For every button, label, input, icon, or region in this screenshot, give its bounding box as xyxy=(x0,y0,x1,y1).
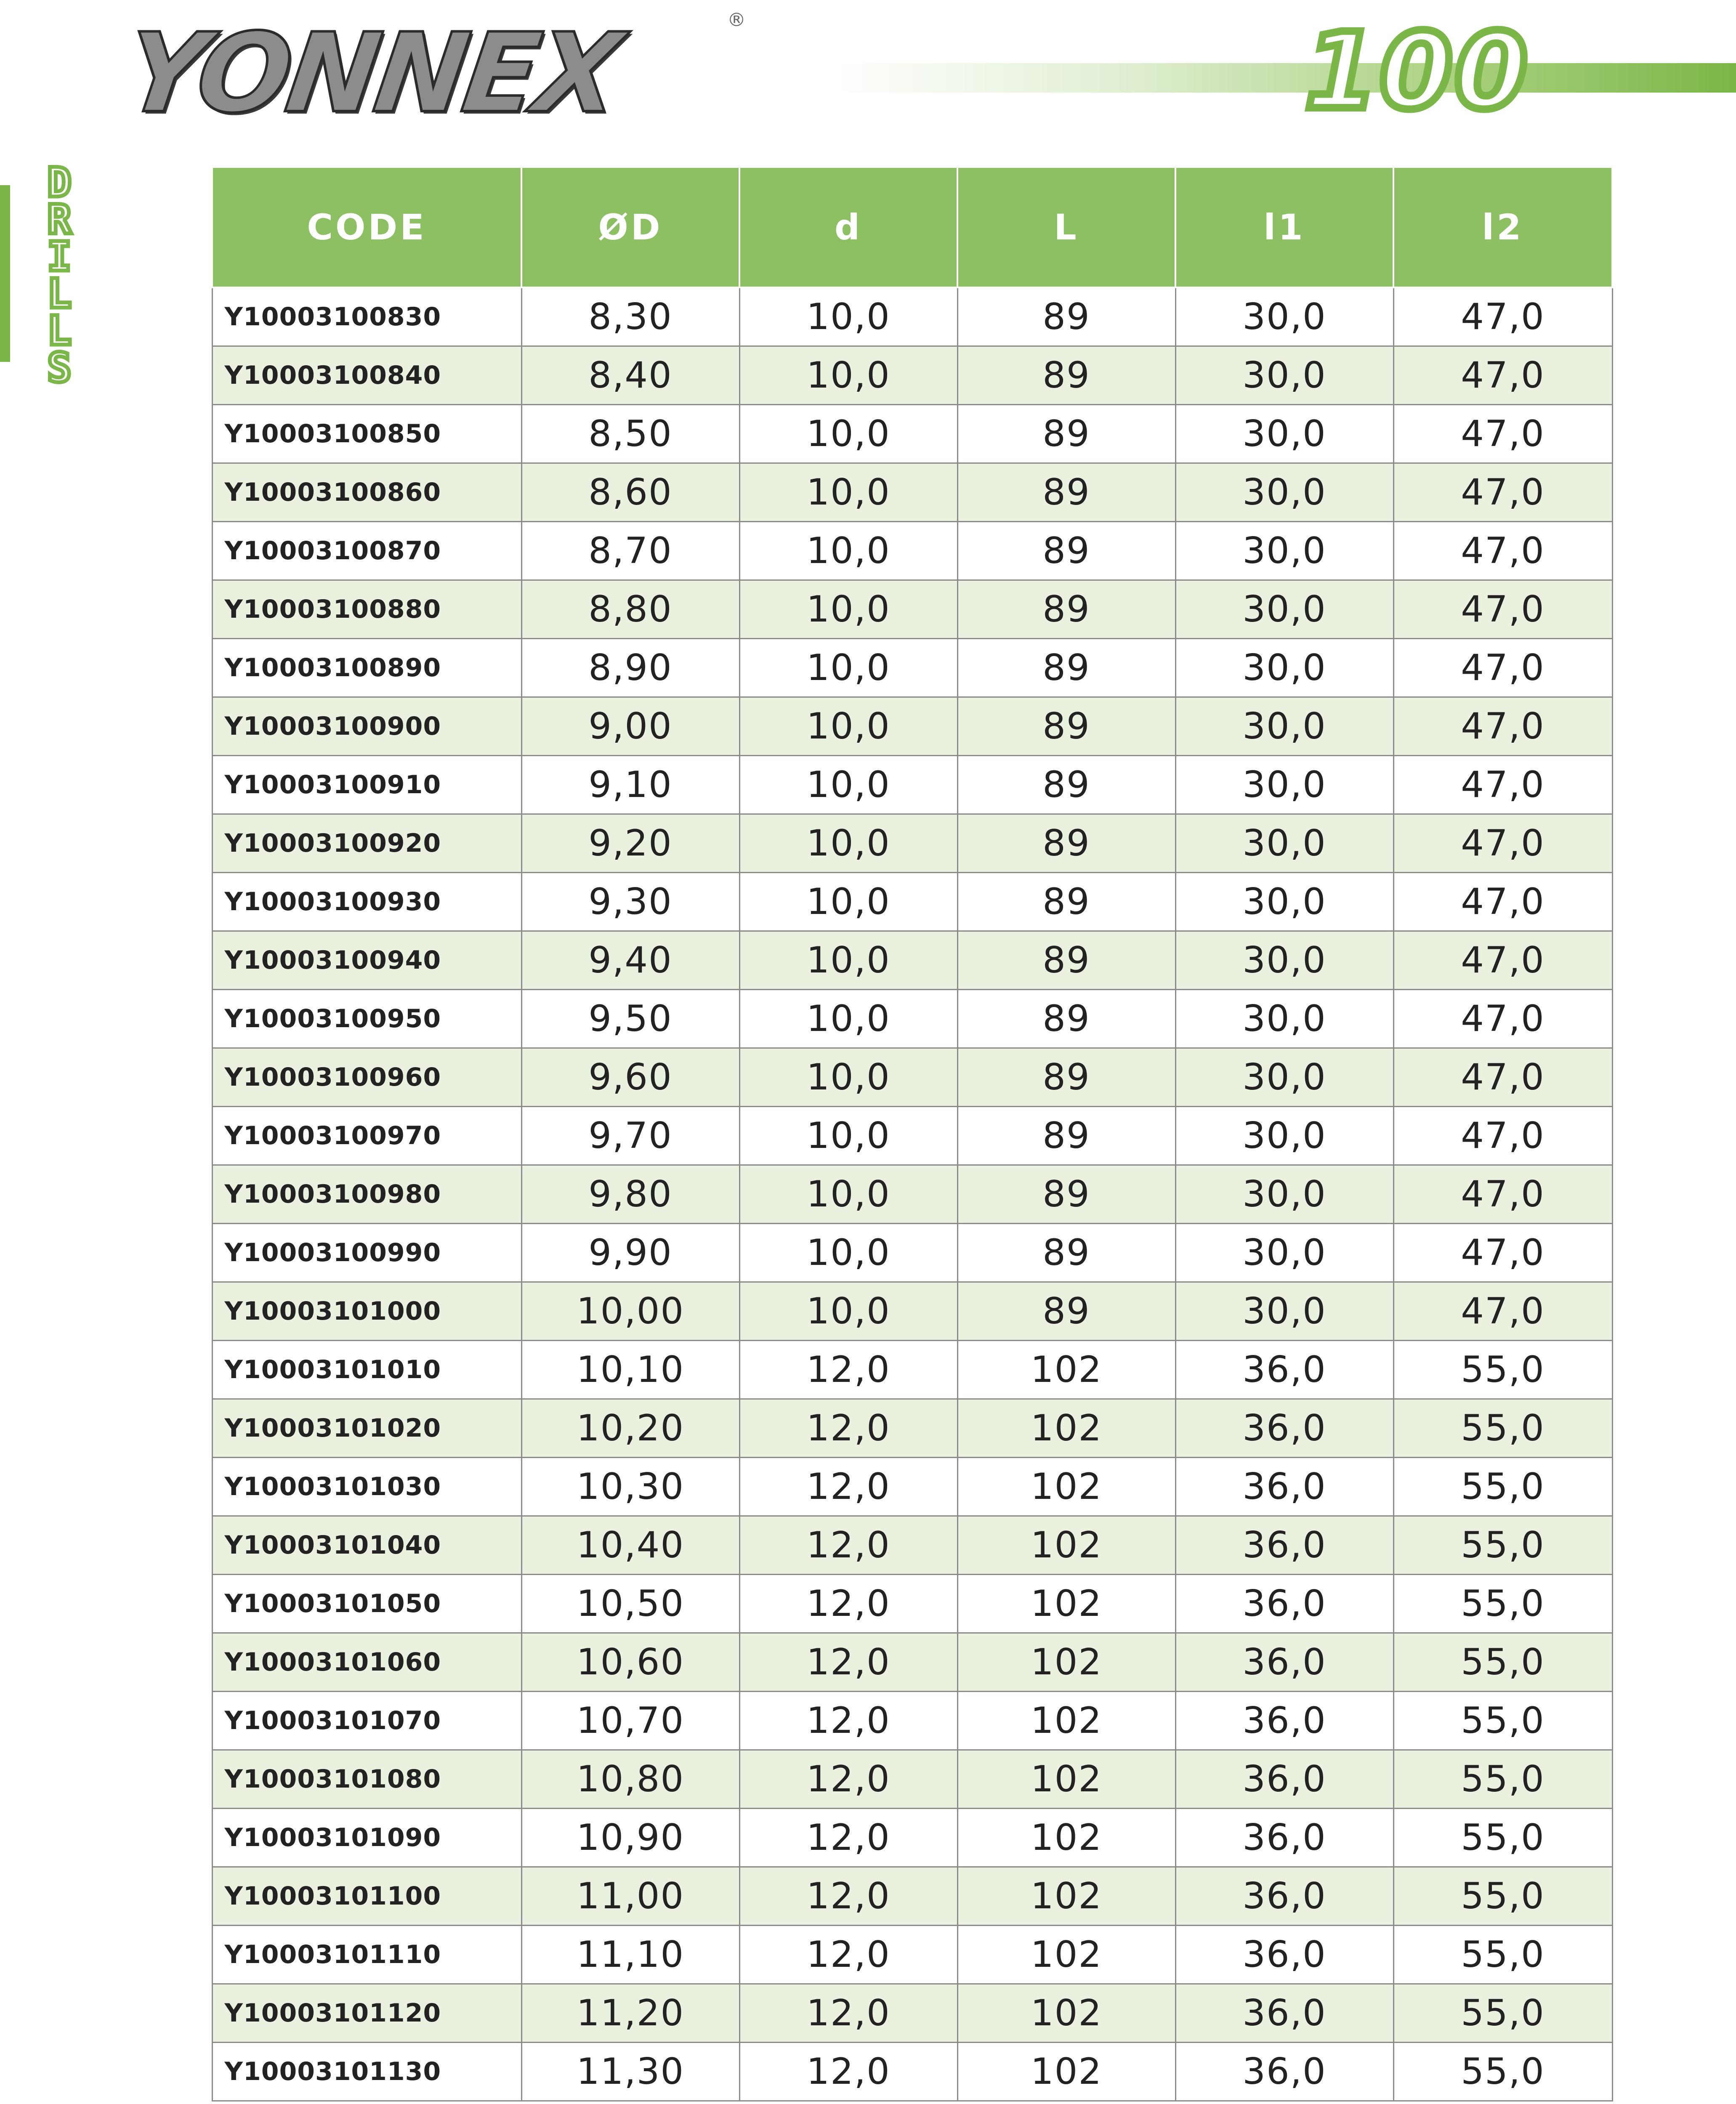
header-code: CODE xyxy=(212,167,521,287)
side-tab-letter: R xyxy=(47,196,72,243)
cell-diameter: 11,00 xyxy=(521,1867,739,1926)
table-row xyxy=(212,1458,1612,1516)
cell-diameter: 10,80 xyxy=(521,1750,739,1809)
cell-length: 102 xyxy=(957,2043,1175,2101)
cell-shank-d: 12,0 xyxy=(739,1809,957,1867)
cell-length: 89 xyxy=(957,990,1175,1048)
cell-l2: 47,0 xyxy=(1393,639,1612,697)
cell-diameter: 10,20 xyxy=(521,1399,739,1458)
cell-diameter: 9,50 xyxy=(521,990,739,1048)
cell-code: Y10003101120 xyxy=(212,1984,521,2043)
cell-diameter: 8,60 xyxy=(521,463,739,522)
cell-l1: 30,0 xyxy=(1175,873,1393,931)
cell-l2: 47,0 xyxy=(1393,1048,1612,1107)
table-header-row xyxy=(212,167,1612,287)
cell-length: 89 xyxy=(957,1165,1175,1224)
cell-length: 89 xyxy=(957,756,1175,814)
table-row xyxy=(212,990,1612,1048)
cell-shank-d: 10,0 xyxy=(739,580,957,639)
cell-diameter: 8,50 xyxy=(521,405,739,463)
registered-mark: ® xyxy=(727,9,746,31)
cell-shank-d: 12,0 xyxy=(739,1984,957,2043)
table-row xyxy=(212,756,1612,814)
cell-shank-d: 10,0 xyxy=(739,463,957,522)
cell-diameter: 9,30 xyxy=(521,873,739,931)
cell-code: Y10003100890 xyxy=(212,639,521,697)
cell-l2: 47,0 xyxy=(1393,697,1612,756)
cell-length: 89 xyxy=(957,405,1175,463)
cell-l1: 36,0 xyxy=(1175,1926,1393,1984)
cell-l2: 47,0 xyxy=(1393,931,1612,990)
header-gradient-bar xyxy=(833,63,1736,93)
cell-code: Y10003100990 xyxy=(212,1224,521,1282)
cell-l1: 30,0 xyxy=(1175,1282,1393,1341)
cell-length: 102 xyxy=(957,1867,1175,1926)
table-row xyxy=(212,1575,1612,1633)
cell-diameter: 9,80 xyxy=(521,1165,739,1224)
cell-diameter: 8,80 xyxy=(521,580,739,639)
cell-code: Y10003100920 xyxy=(212,814,521,873)
cell-shank-d: 10,0 xyxy=(739,287,957,346)
cell-l2: 47,0 xyxy=(1393,287,1612,346)
table-row xyxy=(212,405,1612,463)
cell-diameter: 8,70 xyxy=(521,522,739,580)
cell-l1: 36,0 xyxy=(1175,1692,1393,1750)
cell-code: Y10003101030 xyxy=(212,1458,521,1516)
cell-shank-d: 10,0 xyxy=(739,1107,957,1165)
cell-code: Y10003100860 xyxy=(212,463,521,522)
cell-l2: 47,0 xyxy=(1393,1107,1612,1165)
cell-l1: 30,0 xyxy=(1175,580,1393,639)
cell-l2: 47,0 xyxy=(1393,1282,1612,1341)
cell-l1: 30,0 xyxy=(1175,346,1393,405)
cell-code: Y10003101000 xyxy=(212,1282,521,1341)
cell-l1: 36,0 xyxy=(1175,1984,1393,2043)
cell-code: Y10003100870 xyxy=(212,522,521,580)
cell-diameter: 10,10 xyxy=(521,1341,739,1399)
cell-l1: 36,0 xyxy=(1175,1750,1393,1809)
cell-shank-d: 12,0 xyxy=(739,1633,957,1692)
cell-l2: 55,0 xyxy=(1393,1399,1612,1458)
cell-length: 89 xyxy=(957,931,1175,990)
cell-l2: 55,0 xyxy=(1393,1926,1612,1984)
cell-shank-d: 12,0 xyxy=(739,1692,957,1750)
cell-diameter: 9,20 xyxy=(521,814,739,873)
cell-code: Y10003101100 xyxy=(212,1867,521,1926)
table-row xyxy=(212,1341,1612,1399)
header-l2: l2 xyxy=(1393,167,1612,287)
cell-code: Y10003100950 xyxy=(212,990,521,1048)
cell-length: 89 xyxy=(957,522,1175,580)
cell-l2: 55,0 xyxy=(1393,1692,1612,1750)
section-tab-drills xyxy=(36,159,82,391)
cell-length: 89 xyxy=(957,639,1175,697)
cell-l2: 47,0 xyxy=(1393,990,1612,1048)
brand-logo xyxy=(117,10,724,137)
cell-l2: 55,0 xyxy=(1393,1458,1612,1516)
cell-length: 89 xyxy=(957,1282,1175,1341)
cell-code: Y10003101020 xyxy=(212,1399,521,1458)
cell-code: Y10003100830 xyxy=(212,287,521,346)
cell-l1: 30,0 xyxy=(1175,1224,1393,1282)
cell-diameter: 10,00 xyxy=(521,1282,739,1341)
cell-l2: 55,0 xyxy=(1393,2043,1612,2101)
cell-l2: 47,0 xyxy=(1393,756,1612,814)
cell-diameter: 11,10 xyxy=(521,1926,739,1984)
cell-code: Y10003100850 xyxy=(212,405,521,463)
cell-shank-d: 10,0 xyxy=(739,405,957,463)
header-length: L xyxy=(957,167,1175,287)
cell-l1: 30,0 xyxy=(1175,814,1393,873)
cell-length: 89 xyxy=(957,463,1175,522)
cell-l2: 55,0 xyxy=(1393,1984,1612,2043)
table-row xyxy=(212,814,1612,873)
side-tab-letter: D xyxy=(47,159,72,206)
table-row xyxy=(212,931,1612,990)
drill-spec-table xyxy=(211,166,1613,2101)
cell-l2: 55,0 xyxy=(1393,1516,1612,1575)
side-tab-letter: L xyxy=(47,270,72,317)
cell-diameter: 10,30 xyxy=(521,1458,739,1516)
table-row xyxy=(212,580,1612,639)
cell-code: Y10003101090 xyxy=(212,1809,521,1867)
table-row xyxy=(212,1692,1612,1750)
cell-l2: 47,0 xyxy=(1393,405,1612,463)
cell-shank-d: 10,0 xyxy=(739,1282,957,1341)
cell-l1: 30,0 xyxy=(1175,1048,1393,1107)
cell-length: 102 xyxy=(957,1692,1175,1750)
cell-shank-d: 10,0 xyxy=(739,756,957,814)
cell-length: 89 xyxy=(957,873,1175,931)
cell-l2: 55,0 xyxy=(1393,1633,1612,1692)
header-shank-d: d xyxy=(739,167,957,287)
cell-l1: 36,0 xyxy=(1175,1341,1393,1399)
cell-shank-d: 10,0 xyxy=(739,1224,957,1282)
cell-code: Y10003100930 xyxy=(212,873,521,931)
cell-diameter: 11,20 xyxy=(521,1984,739,2043)
cell-shank-d: 10,0 xyxy=(739,990,957,1048)
cell-l1: 30,0 xyxy=(1175,639,1393,697)
cell-shank-d: 10,0 xyxy=(739,1165,957,1224)
cell-code: Y10003100940 xyxy=(212,931,521,990)
cell-length: 89 xyxy=(957,346,1175,405)
cell-l2: 55,0 xyxy=(1393,1867,1612,1926)
table-row xyxy=(212,1399,1612,1458)
cell-shank-d: 10,0 xyxy=(739,1048,957,1107)
cell-l1: 36,0 xyxy=(1175,1633,1393,1692)
cell-length: 102 xyxy=(957,1809,1175,1867)
cell-l1: 30,0 xyxy=(1175,697,1393,756)
cell-shank-d: 12,0 xyxy=(739,1926,957,1984)
brand-name: YONNEX xyxy=(117,10,626,137)
table-row xyxy=(212,1633,1612,1692)
cell-code: Y10003101130 xyxy=(212,2043,521,2101)
cell-diameter: 8,90 xyxy=(521,639,739,697)
cell-diameter: 8,30 xyxy=(521,287,739,346)
cell-code: Y10003100840 xyxy=(212,346,521,405)
cell-length: 89 xyxy=(957,580,1175,639)
cell-l2: 47,0 xyxy=(1393,873,1612,931)
table-row xyxy=(212,1224,1612,1282)
cell-l2: 55,0 xyxy=(1393,1750,1612,1809)
cell-diameter: 10,60 xyxy=(521,1633,739,1692)
series-badge xyxy=(1305,10,1566,133)
cell-l2: 55,0 xyxy=(1393,1575,1612,1633)
cell-l1: 30,0 xyxy=(1175,756,1393,814)
header-l1: l1 xyxy=(1175,167,1393,287)
cell-shank-d: 10,0 xyxy=(739,639,957,697)
cell-diameter: 9,00 xyxy=(521,697,739,756)
cell-l1: 30,0 xyxy=(1175,287,1393,346)
cell-diameter: 9,70 xyxy=(521,1107,739,1165)
cell-length: 89 xyxy=(957,814,1175,873)
table-row xyxy=(212,346,1612,405)
cell-shank-d: 12,0 xyxy=(739,1867,957,1926)
cell-length: 102 xyxy=(957,1458,1175,1516)
table-row xyxy=(212,697,1612,756)
cell-length: 102 xyxy=(957,1633,1175,1692)
cell-code: Y10003101080 xyxy=(212,1750,521,1809)
cell-shank-d: 10,0 xyxy=(739,346,957,405)
cell-shank-d: 12,0 xyxy=(739,1341,957,1399)
cell-code: Y10003100910 xyxy=(212,756,521,814)
cell-diameter: 9,10 xyxy=(521,756,739,814)
cell-length: 89 xyxy=(957,1224,1175,1282)
cell-shank-d: 10,0 xyxy=(739,931,957,990)
cell-l1: 36,0 xyxy=(1175,1458,1393,1516)
cell-l1: 30,0 xyxy=(1175,1165,1393,1224)
cell-l2: 47,0 xyxy=(1393,522,1612,580)
cell-diameter: 9,60 xyxy=(521,1048,739,1107)
cell-l1: 36,0 xyxy=(1175,2043,1393,2101)
cell-length: 89 xyxy=(957,1107,1175,1165)
table-row xyxy=(212,1516,1612,1575)
cell-l2: 47,0 xyxy=(1393,580,1612,639)
cell-l1: 30,0 xyxy=(1175,990,1393,1048)
cell-shank-d: 12,0 xyxy=(739,1516,957,1575)
cell-code: Y10003100880 xyxy=(212,580,521,639)
cell-shank-d: 12,0 xyxy=(739,1575,957,1633)
cell-l2: 47,0 xyxy=(1393,1165,1612,1224)
cell-l2: 47,0 xyxy=(1393,1224,1612,1282)
cell-l2: 47,0 xyxy=(1393,814,1612,873)
cell-code: Y10003100900 xyxy=(212,697,521,756)
table-row xyxy=(212,1165,1612,1224)
table-body xyxy=(212,287,1612,2101)
cell-code: Y10003101010 xyxy=(212,1341,521,1399)
cell-length: 89 xyxy=(957,697,1175,756)
cell-diameter: 9,90 xyxy=(521,1224,739,1282)
cell-l1: 30,0 xyxy=(1175,1107,1393,1165)
cell-l1: 30,0 xyxy=(1175,405,1393,463)
side-tab-letter: S xyxy=(47,344,72,391)
cell-diameter: 11,30 xyxy=(521,2043,739,2101)
table-row xyxy=(212,1984,1612,2043)
table-row xyxy=(212,1048,1612,1107)
cell-shank-d: 12,0 xyxy=(739,2043,957,2101)
cell-length: 102 xyxy=(957,1516,1175,1575)
cell-l2: 47,0 xyxy=(1393,346,1612,405)
cell-length: 102 xyxy=(957,1984,1175,2043)
cell-code: Y10003101040 xyxy=(212,1516,521,1575)
cell-code: Y10003101050 xyxy=(212,1575,521,1633)
cell-shank-d: 10,0 xyxy=(739,873,957,931)
table-row xyxy=(212,522,1612,580)
cell-length: 102 xyxy=(957,1341,1175,1399)
cell-code: Y10003100970 xyxy=(212,1107,521,1165)
cell-shank-d: 12,0 xyxy=(739,1750,957,1809)
cell-diameter: 10,40 xyxy=(521,1516,739,1575)
cell-diameter: 10,70 xyxy=(521,1692,739,1750)
cell-shank-d: 10,0 xyxy=(739,697,957,756)
cell-l1: 30,0 xyxy=(1175,522,1393,580)
cell-code: Y10003101060 xyxy=(212,1633,521,1692)
table-row xyxy=(212,1926,1612,1984)
cell-shank-d: 12,0 xyxy=(739,1458,957,1516)
cell-length: 89 xyxy=(957,287,1175,346)
cell-shank-d: 10,0 xyxy=(739,522,957,580)
cell-l1: 30,0 xyxy=(1175,463,1393,522)
cell-l1: 30,0 xyxy=(1175,931,1393,990)
cell-shank-d: 12,0 xyxy=(739,1399,957,1458)
cell-length: 102 xyxy=(957,1575,1175,1633)
cell-length: 102 xyxy=(957,1399,1175,1458)
cell-length: 89 xyxy=(957,1048,1175,1107)
table-row xyxy=(212,1107,1612,1165)
table-row xyxy=(212,2043,1612,2101)
side-tab-bar xyxy=(0,185,10,362)
cell-length: 102 xyxy=(957,1926,1175,1984)
cell-l1: 36,0 xyxy=(1175,1809,1393,1867)
table-row xyxy=(212,1750,1612,1809)
cell-code: Y10003100980 xyxy=(212,1165,521,1224)
header-diameter: ØD xyxy=(521,167,739,287)
table-row xyxy=(212,1867,1612,1926)
table-row xyxy=(212,639,1612,697)
cell-l2: 55,0 xyxy=(1393,1341,1612,1399)
cell-diameter: 9,40 xyxy=(521,931,739,990)
cell-l1: 36,0 xyxy=(1175,1575,1393,1633)
cell-l1: 36,0 xyxy=(1175,1516,1393,1575)
table-row xyxy=(212,1809,1612,1867)
cell-diameter: 8,40 xyxy=(521,346,739,405)
cell-diameter: 10,50 xyxy=(521,1575,739,1633)
cell-l2: 55,0 xyxy=(1393,1809,1612,1867)
table-row xyxy=(212,873,1612,931)
table-row xyxy=(212,1282,1612,1341)
series-number: 100 xyxy=(1305,10,1529,133)
cell-shank-d: 10,0 xyxy=(739,814,957,873)
cell-l2: 47,0 xyxy=(1393,463,1612,522)
cell-code: Y10003100960 xyxy=(212,1048,521,1107)
cell-length: 102 xyxy=(957,1750,1175,1809)
side-tab-letter: I xyxy=(47,233,72,280)
table-row xyxy=(212,287,1612,346)
cell-code: Y10003101110 xyxy=(212,1926,521,1984)
table-row xyxy=(212,463,1612,522)
cell-l1: 36,0 xyxy=(1175,1399,1393,1458)
cell-l1: 36,0 xyxy=(1175,1867,1393,1926)
cell-diameter: 10,90 xyxy=(521,1809,739,1867)
side-tab-letter: L xyxy=(47,307,72,354)
cell-code: Y10003101070 xyxy=(212,1692,521,1750)
